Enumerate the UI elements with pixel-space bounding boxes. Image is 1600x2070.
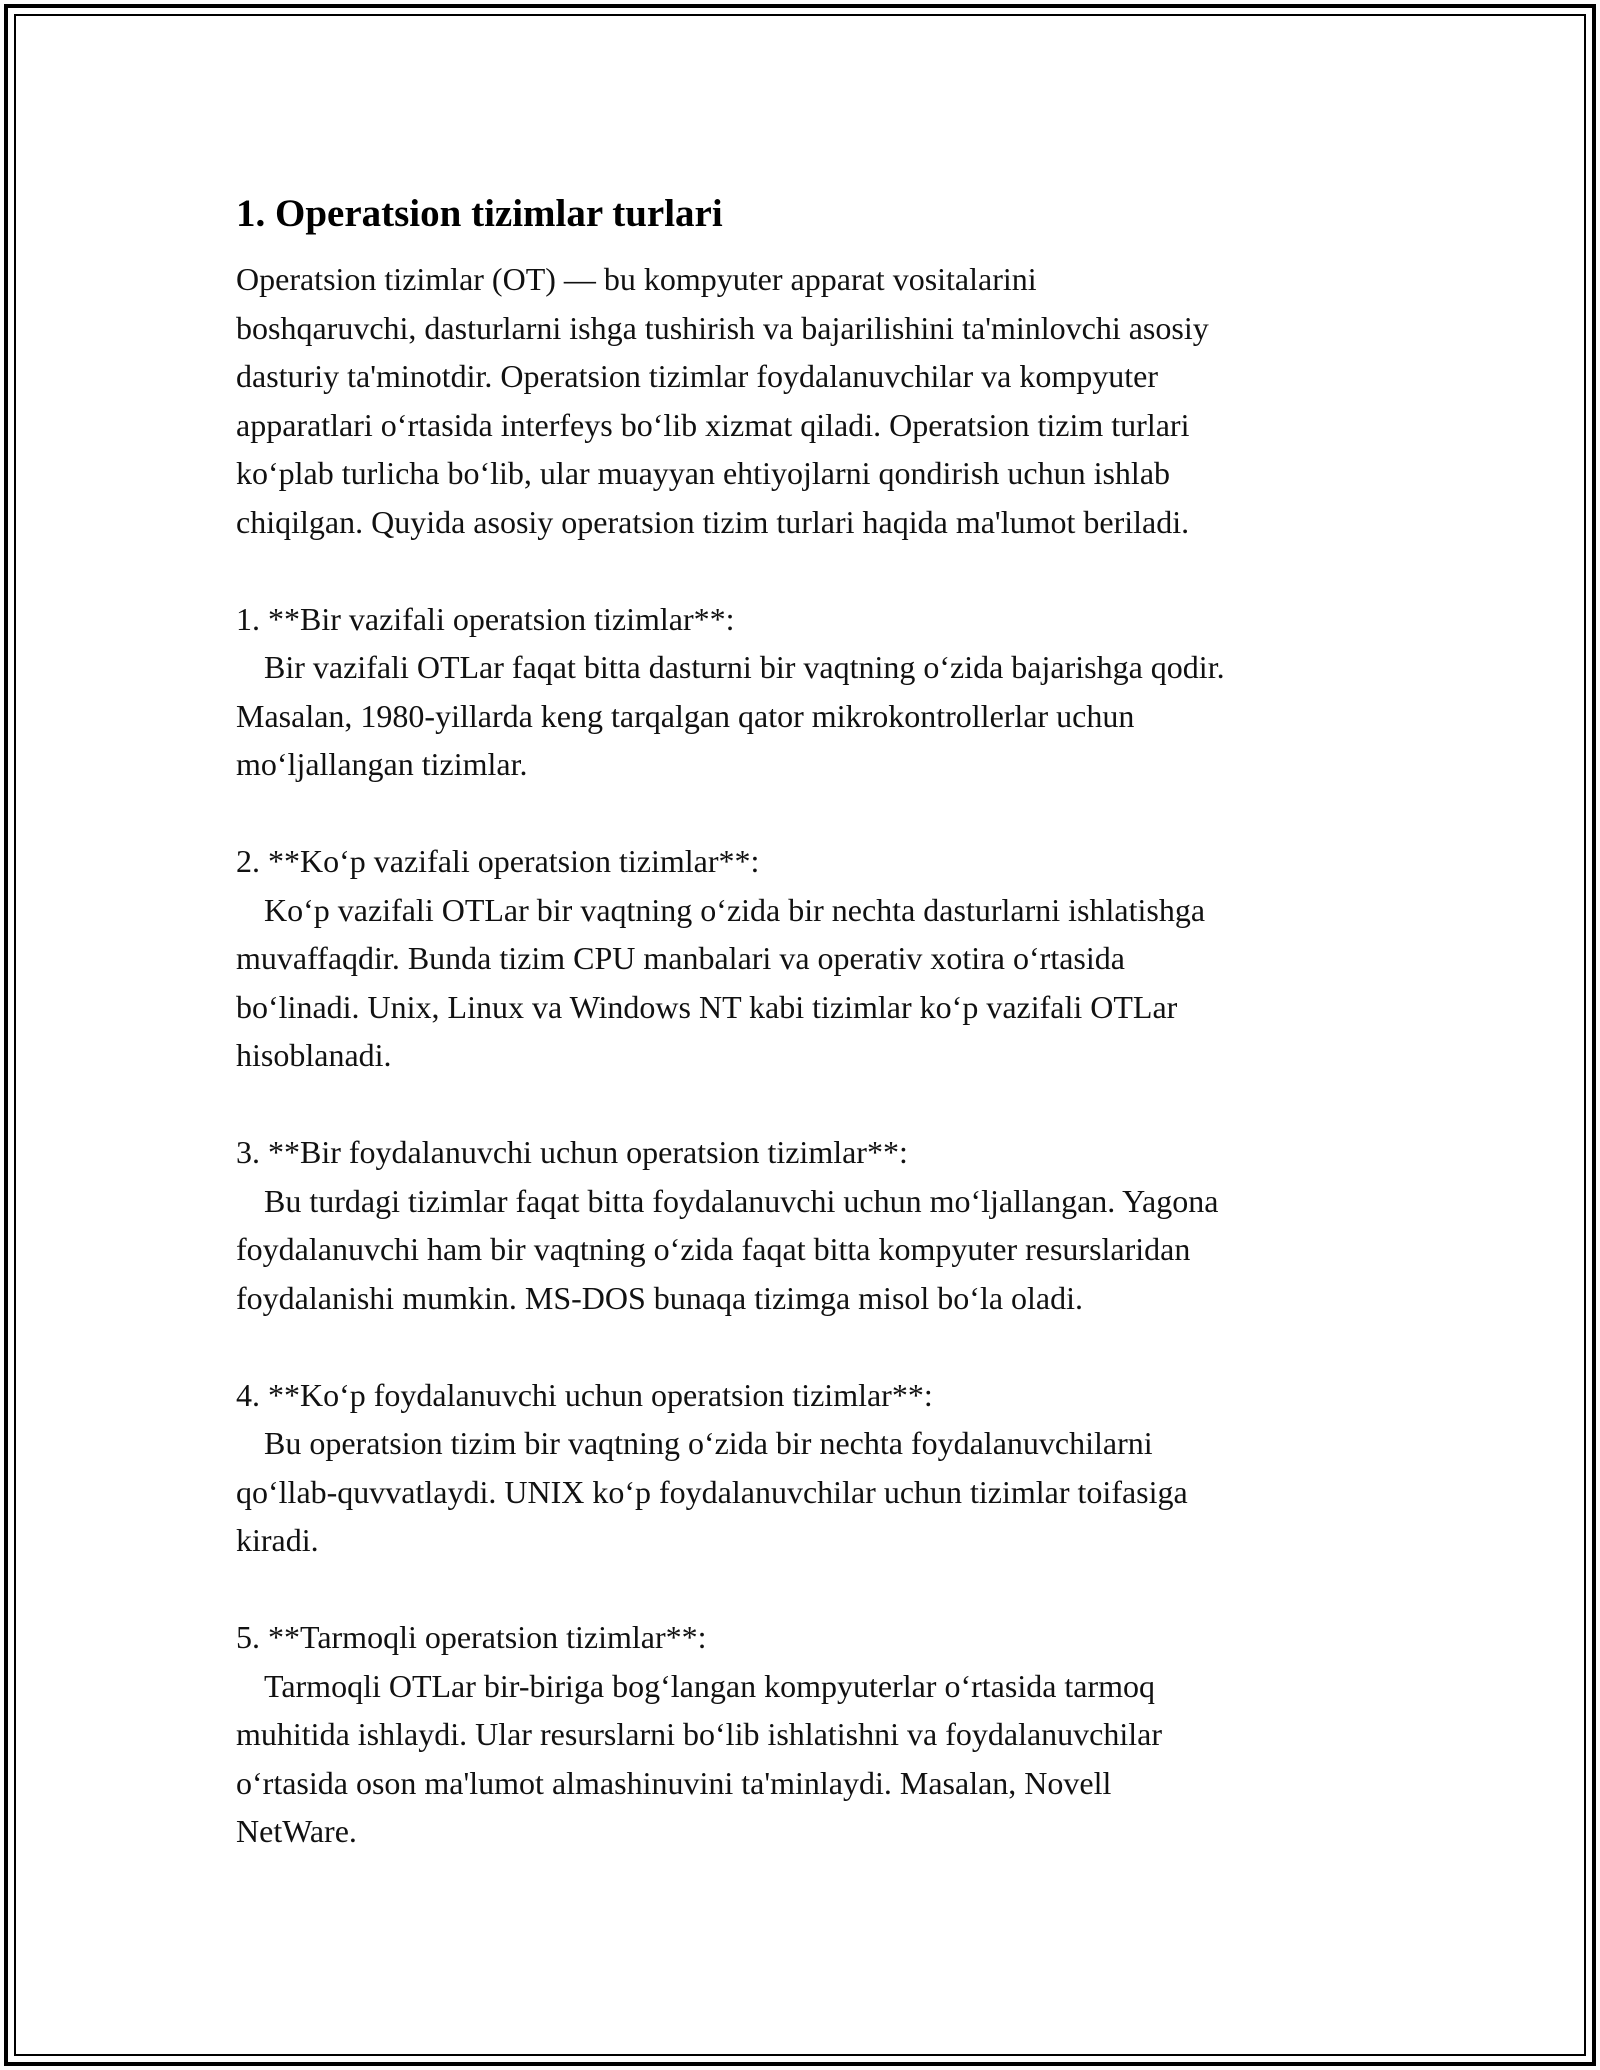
intro-paragraph xyxy=(236,255,1386,546)
intro-line: boshqaruvchi, dasturlarni ishga tushirish va bajarilishini ta'minlovchi asosiy xyxy=(236,309,1209,346)
body-line: Tarmoqli OTLar bir-biriga bogʻlangan kompyuterlar oʻrtasida tarmoq xyxy=(264,1667,1156,1704)
body-line: Koʻp vazifali OTLar bir vaqtning oʻzida bir nechta dasturlarni ishlatishga xyxy=(264,891,1206,928)
body-line: Bu turdagi tizimlar faqat bitta foydalanuvchi uchun moʻljallangan. Yagona xyxy=(264,1182,1219,1219)
section-multi-user xyxy=(236,1371,1386,1565)
section-single-user xyxy=(236,1128,1386,1322)
intro-line: apparatlari oʻrtasida interfeys boʻlib xizmat qiladi. Operatsion tizim turlari xyxy=(236,406,1190,443)
section-title: 4. **Koʻp foydalanuvchi uchun operatsion tizimlar**: xyxy=(236,1376,933,1413)
body-line: Bir vazifali OTLar faqat bitta dasturni bir vaqtning oʻzida bajarishga qodir. xyxy=(264,649,1225,685)
body-line: qoʻllab-quvvatlaydi. UNIX koʻp foydalanuvchilar uchun tizimlar toifasiga xyxy=(236,1473,1188,1510)
intro-line: dasturiy ta'minotdir. Operatsion tizimlar foydalanuvchilar va kompyuter xyxy=(236,358,1158,394)
body-line: kiradi. xyxy=(236,1522,319,1558)
section-body xyxy=(236,1177,1386,1323)
section-multi-task xyxy=(236,837,1386,1080)
section-body xyxy=(236,643,1386,789)
section-body xyxy=(236,1419,1386,1565)
body-line: muhitida ishlaydi. Ular resurslarni boʻlib ishlatishni va foydalanuvchilar xyxy=(236,1716,1163,1752)
body-line: NetWare. xyxy=(236,1813,357,1849)
section-title: 2. **Koʻp vazifali operatsion tizimlar**: xyxy=(236,843,760,879)
body-line: boʻlinadi. Unix, Linux va Windows NT kabi tizimlar koʻp vazifali OTLar xyxy=(236,988,1178,1025)
section-body xyxy=(236,1662,1386,1856)
body-line: Bu operatsion tizim bir vaqtning oʻzida bir nechta foydalanuvchilarni xyxy=(264,1425,1153,1461)
body-line: moʻljallangan tizimlar. xyxy=(236,746,528,782)
body-line: oʻrtasida oson ma'lumot almashinuvini ta'minlaydi. Masalan, Novell xyxy=(236,1764,1112,1801)
document-page xyxy=(236,188,1386,1856)
document-heading: 1. Operatsion tizimlar turlari xyxy=(236,192,723,235)
section-body xyxy=(236,886,1386,1080)
body-line: Masalan, 1980-yillarda keng tarqalgan qator mikrokontrollerlar uchun xyxy=(236,697,1135,734)
section-network xyxy=(236,1613,1386,1856)
intro-line: Operatsion tizimlar (OT) — bu kompyuter apparat vositalarini xyxy=(236,261,1037,297)
intro-line: koʻplab turlicha boʻlib, ular muayyan ehtiyojlarni qondirish uchun ishlab xyxy=(236,455,1171,491)
section-title: 5. **Tarmoqli operatsion tizimlar**: xyxy=(236,1619,707,1655)
section-title: 1. **Bir vazifali operatsion tizimlar**: xyxy=(236,600,735,637)
section-title: 3. **Bir foydalanuvchi uchun operatsion tizimlar**: xyxy=(236,1134,908,1170)
body-line: hisoblanadi. xyxy=(236,1037,392,1073)
body-line: muvaffaqdir. Bunda tizim CPU manbalari va operativ xotira oʻrtasida xyxy=(236,940,1125,976)
section-single-task xyxy=(236,595,1386,789)
intro-line: chiqilgan. Quyida asosiy operatsion tizim turlari haqida ma'lumot beriladi. xyxy=(236,503,1190,540)
body-line: foydalanuvchi ham bir vaqtning oʻzida faqat bitta kompyuter resurslaridan xyxy=(236,1231,1191,1267)
body-line: foydalanishi mumkin. MS-DOS bunaqa tizimga misol boʻla oladi. xyxy=(236,1279,1084,1316)
